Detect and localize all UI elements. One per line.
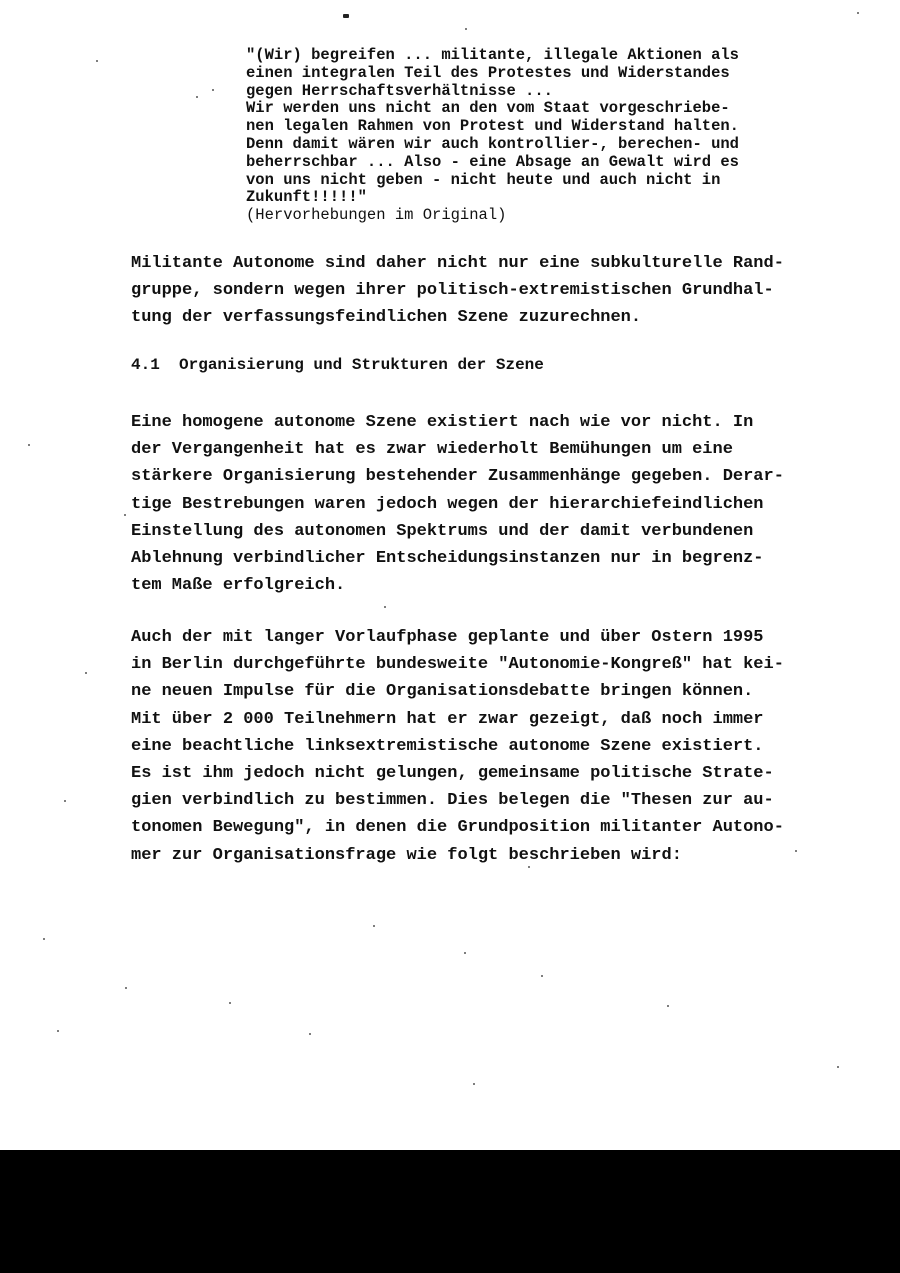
scan-speck [196,96,198,98]
paragraph-line: tem Maße erfolgreich. [131,576,346,596]
scan-speck [28,444,30,446]
scan-speck [384,606,386,608]
scan-speck [125,987,127,989]
scan-speck [541,975,543,977]
quote-line: beherrschbar ... Also - eine Absage an Gewalt wird es [246,152,739,171]
quote-line: Wir werden uns nicht an den vom Staat vorgeschriebe- [246,99,730,118]
quote-line: gegen Herrschaftsverhältnisse ... [246,81,553,100]
paragraph-3 [131,624,851,869]
scan-speck [464,952,466,954]
paragraph-line: Militante Autonome sind daher nicht nur eine subkulturelle Rand- [131,254,784,273]
scan-speck [473,1083,475,1085]
quote-line: von uns nicht geben - nicht heute und auch nicht in [246,170,721,189]
quote-line: nen legalen Rahmen von Protest und Widerstand halten. [246,117,739,136]
scan-speck [43,938,45,940]
scan-speck [309,1033,311,1035]
paragraph-line: Mit über 2 000 Teilnehmern hat er zwar gezeigt, daß noch immer [131,709,764,729]
scan-speck [795,850,797,852]
paragraph-line: tonomen Bewegung", in denen die Grundposition militanter Autono- [131,818,784,838]
scan-speck [528,866,530,868]
quote-line: Zukunft!!!!!" [246,188,367,207]
scan-speck [124,514,126,516]
scan-speck [857,12,859,14]
section-heading: 4.1 Organisierung und Strukturen der Szene [131,356,544,374]
quote-line: "(Wir) begreifen ... militante, illegale Aktionen als [246,46,739,64]
scan-border-bar [0,1150,900,1273]
scan-speck [85,672,87,674]
block-quote [246,47,846,225]
paragraph-line: gruppe, sondern wegen ihrer politisch-extremistischen Grundhal- [131,281,774,301]
paragraph-line: mer zur Organisationsfrage wie folgt beschrieben wird: [131,845,682,865]
scan-speck [343,14,349,18]
paragraph-1 [131,250,851,332]
paragraph-2 [131,409,851,599]
paragraph-line: in Berlin durchgeführte bundesweite "Autonomie-Kongreß" hat kei- [131,655,784,675]
scan-speck [57,1030,59,1032]
paragraph-line: Auch der mit langer Vorlaufphase geplante und über Ostern 1995 [131,628,764,647]
scan-speck [64,800,66,802]
paragraph-line: gien verbindlich zu bestimmen. Dies belegen die "Thesen zur au- [131,791,774,811]
quote-line: Denn damit wären wir auch kontrollier-, berechen- und [246,134,739,153]
paragraph-line: stärkere Organisierung bestehender Zusammenhänge gegeben. Derar- [131,467,784,487]
paragraph-line: Es ist ihm jedoch nicht gelungen, gemeinsame politische Strate- [131,764,774,784]
quote-line: einen integralen Teil des Protestes und Widerstandes [246,63,730,82]
quote-source-note: (Hervorhebungen im Original) [246,206,507,225]
scan-speck [229,1002,231,1004]
scan-speck [465,28,467,30]
paragraph-line: eine beachtliche linksextremistische autonome Szene existiert. [131,736,764,756]
scan-speck [373,925,375,927]
paragraph-line: tige Bestrebungen waren jedoch wegen der hierarchiefeindlichen [131,494,764,514]
paragraph-line: Einstellung des autonomen Spektrums und der damit verbundenen [131,521,754,541]
scan-speck [212,89,214,91]
scan-speck [667,1005,669,1007]
paragraph-line: Eine homogene autonome Szene existiert nach wie vor nicht. In [131,413,754,432]
paragraph-line: ne neuen Impulse für die Organisationsdebatte bringen können. [131,682,754,702]
scan-speck [837,1066,839,1068]
paragraph-line: der Vergangenheit hat es zwar wiederholt Bemühungen um eine [131,440,733,460]
paragraph-line: tung der verfassungsfeindlichen Szene zuzurechnen. [131,308,642,328]
scan-speck [96,60,98,62]
paragraph-line: Ablehnung verbindlicher Entscheidungsinstanzen nur in begrenz- [131,549,764,569]
